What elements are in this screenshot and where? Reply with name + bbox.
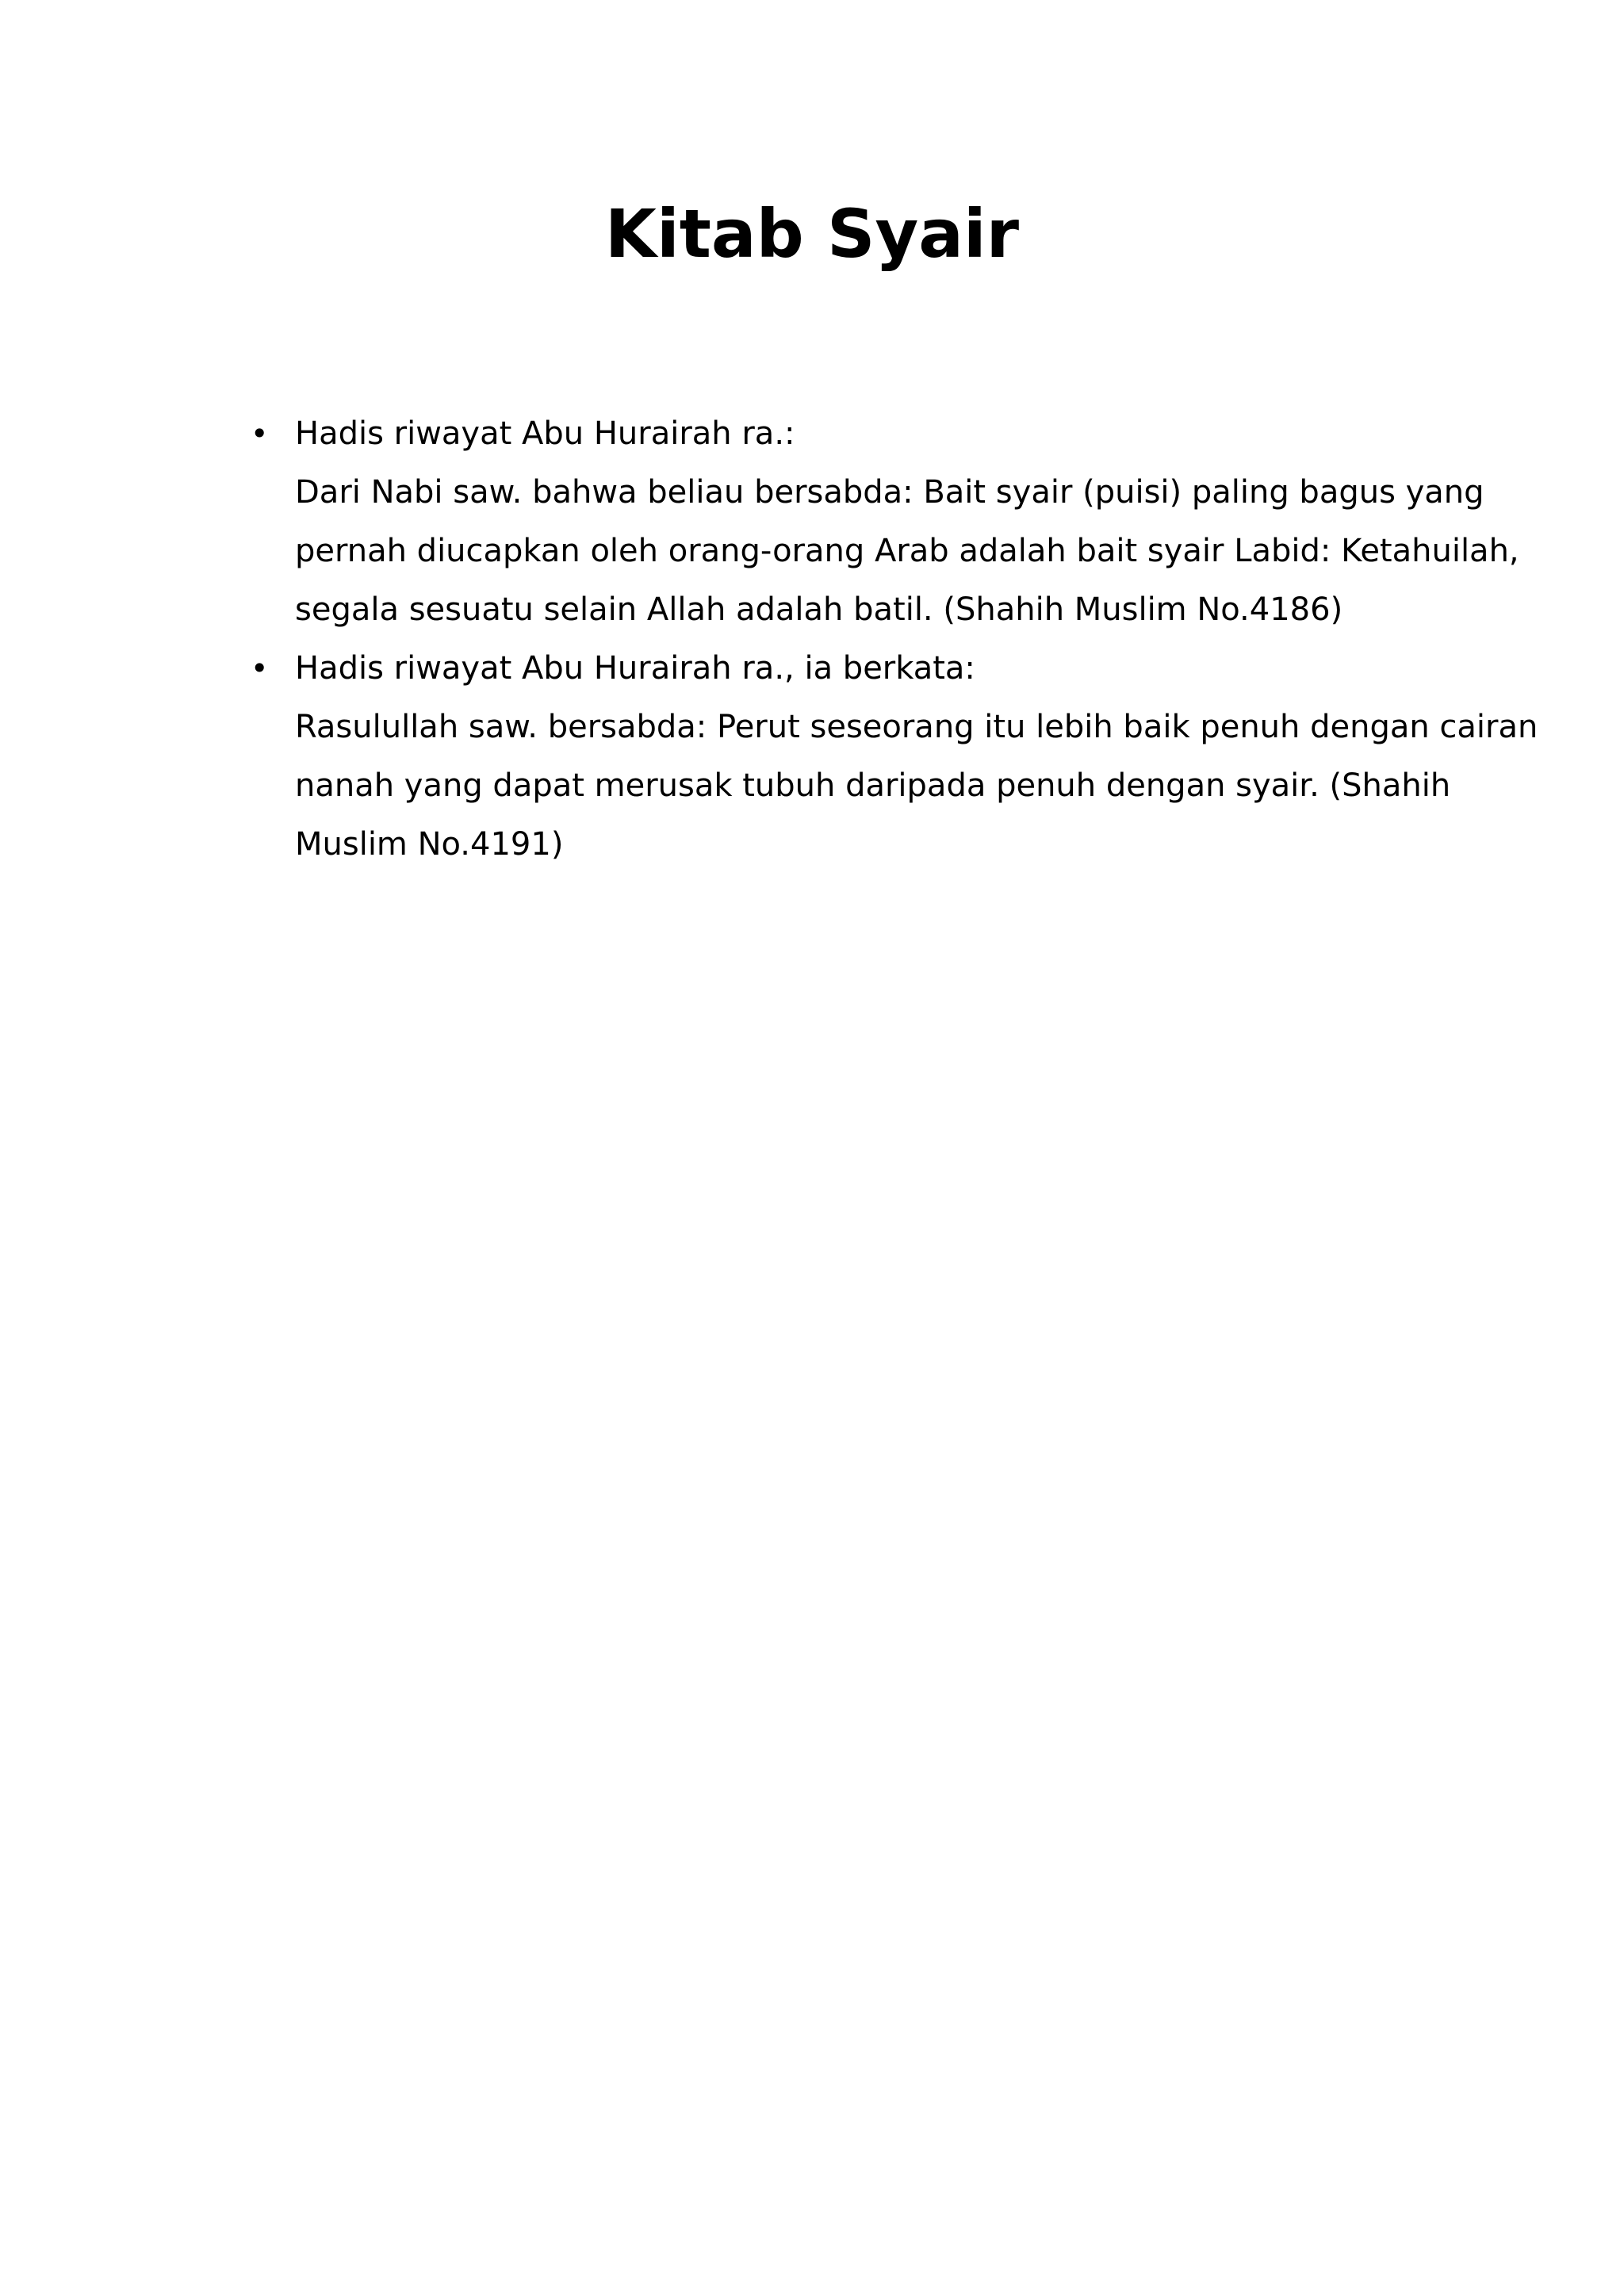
bullet-icon: •	[251, 416, 269, 451]
hadith-text-line: segala sesuatu selain Allah adalah batil. (Shahih Muslim No.4186)	[295, 591, 1343, 628]
list-item	[251, 404, 1519, 639]
hadith-text-line: Muslim No.4191)	[295, 826, 564, 863]
list-item	[251, 639, 1538, 874]
hadith-header: Hadis riwayat Abu Hurairah ra., ia berkata:	[295, 650, 975, 687]
hadith-header: Hadis riwayat Abu Hurairah ra.:	[295, 415, 795, 452]
hadith-text-line: Dari Nabi saw. bahwa beliau bersabda: Bait syair (puisi) paling bagus yang	[295, 474, 1484, 511]
hadith-text-line: nanah yang dapat merusak tubuh daripada penuh dengan syair. (Shahih	[295, 767, 1451, 804]
hadith-text-line: pernah diucapkan oleh orang-orang Arab adalah bait syair Labid: Ketahuilah,	[295, 533, 1519, 569]
bullet-icon: •	[251, 651, 269, 686]
page-title: Kitab Syair	[604, 195, 1020, 273]
hadith-text-line: Rasulullah saw. bersabda: Perut seseorang itu lebih baik penuh dengan cairan	[295, 709, 1538, 745]
hadith-list	[251, 404, 1538, 874]
